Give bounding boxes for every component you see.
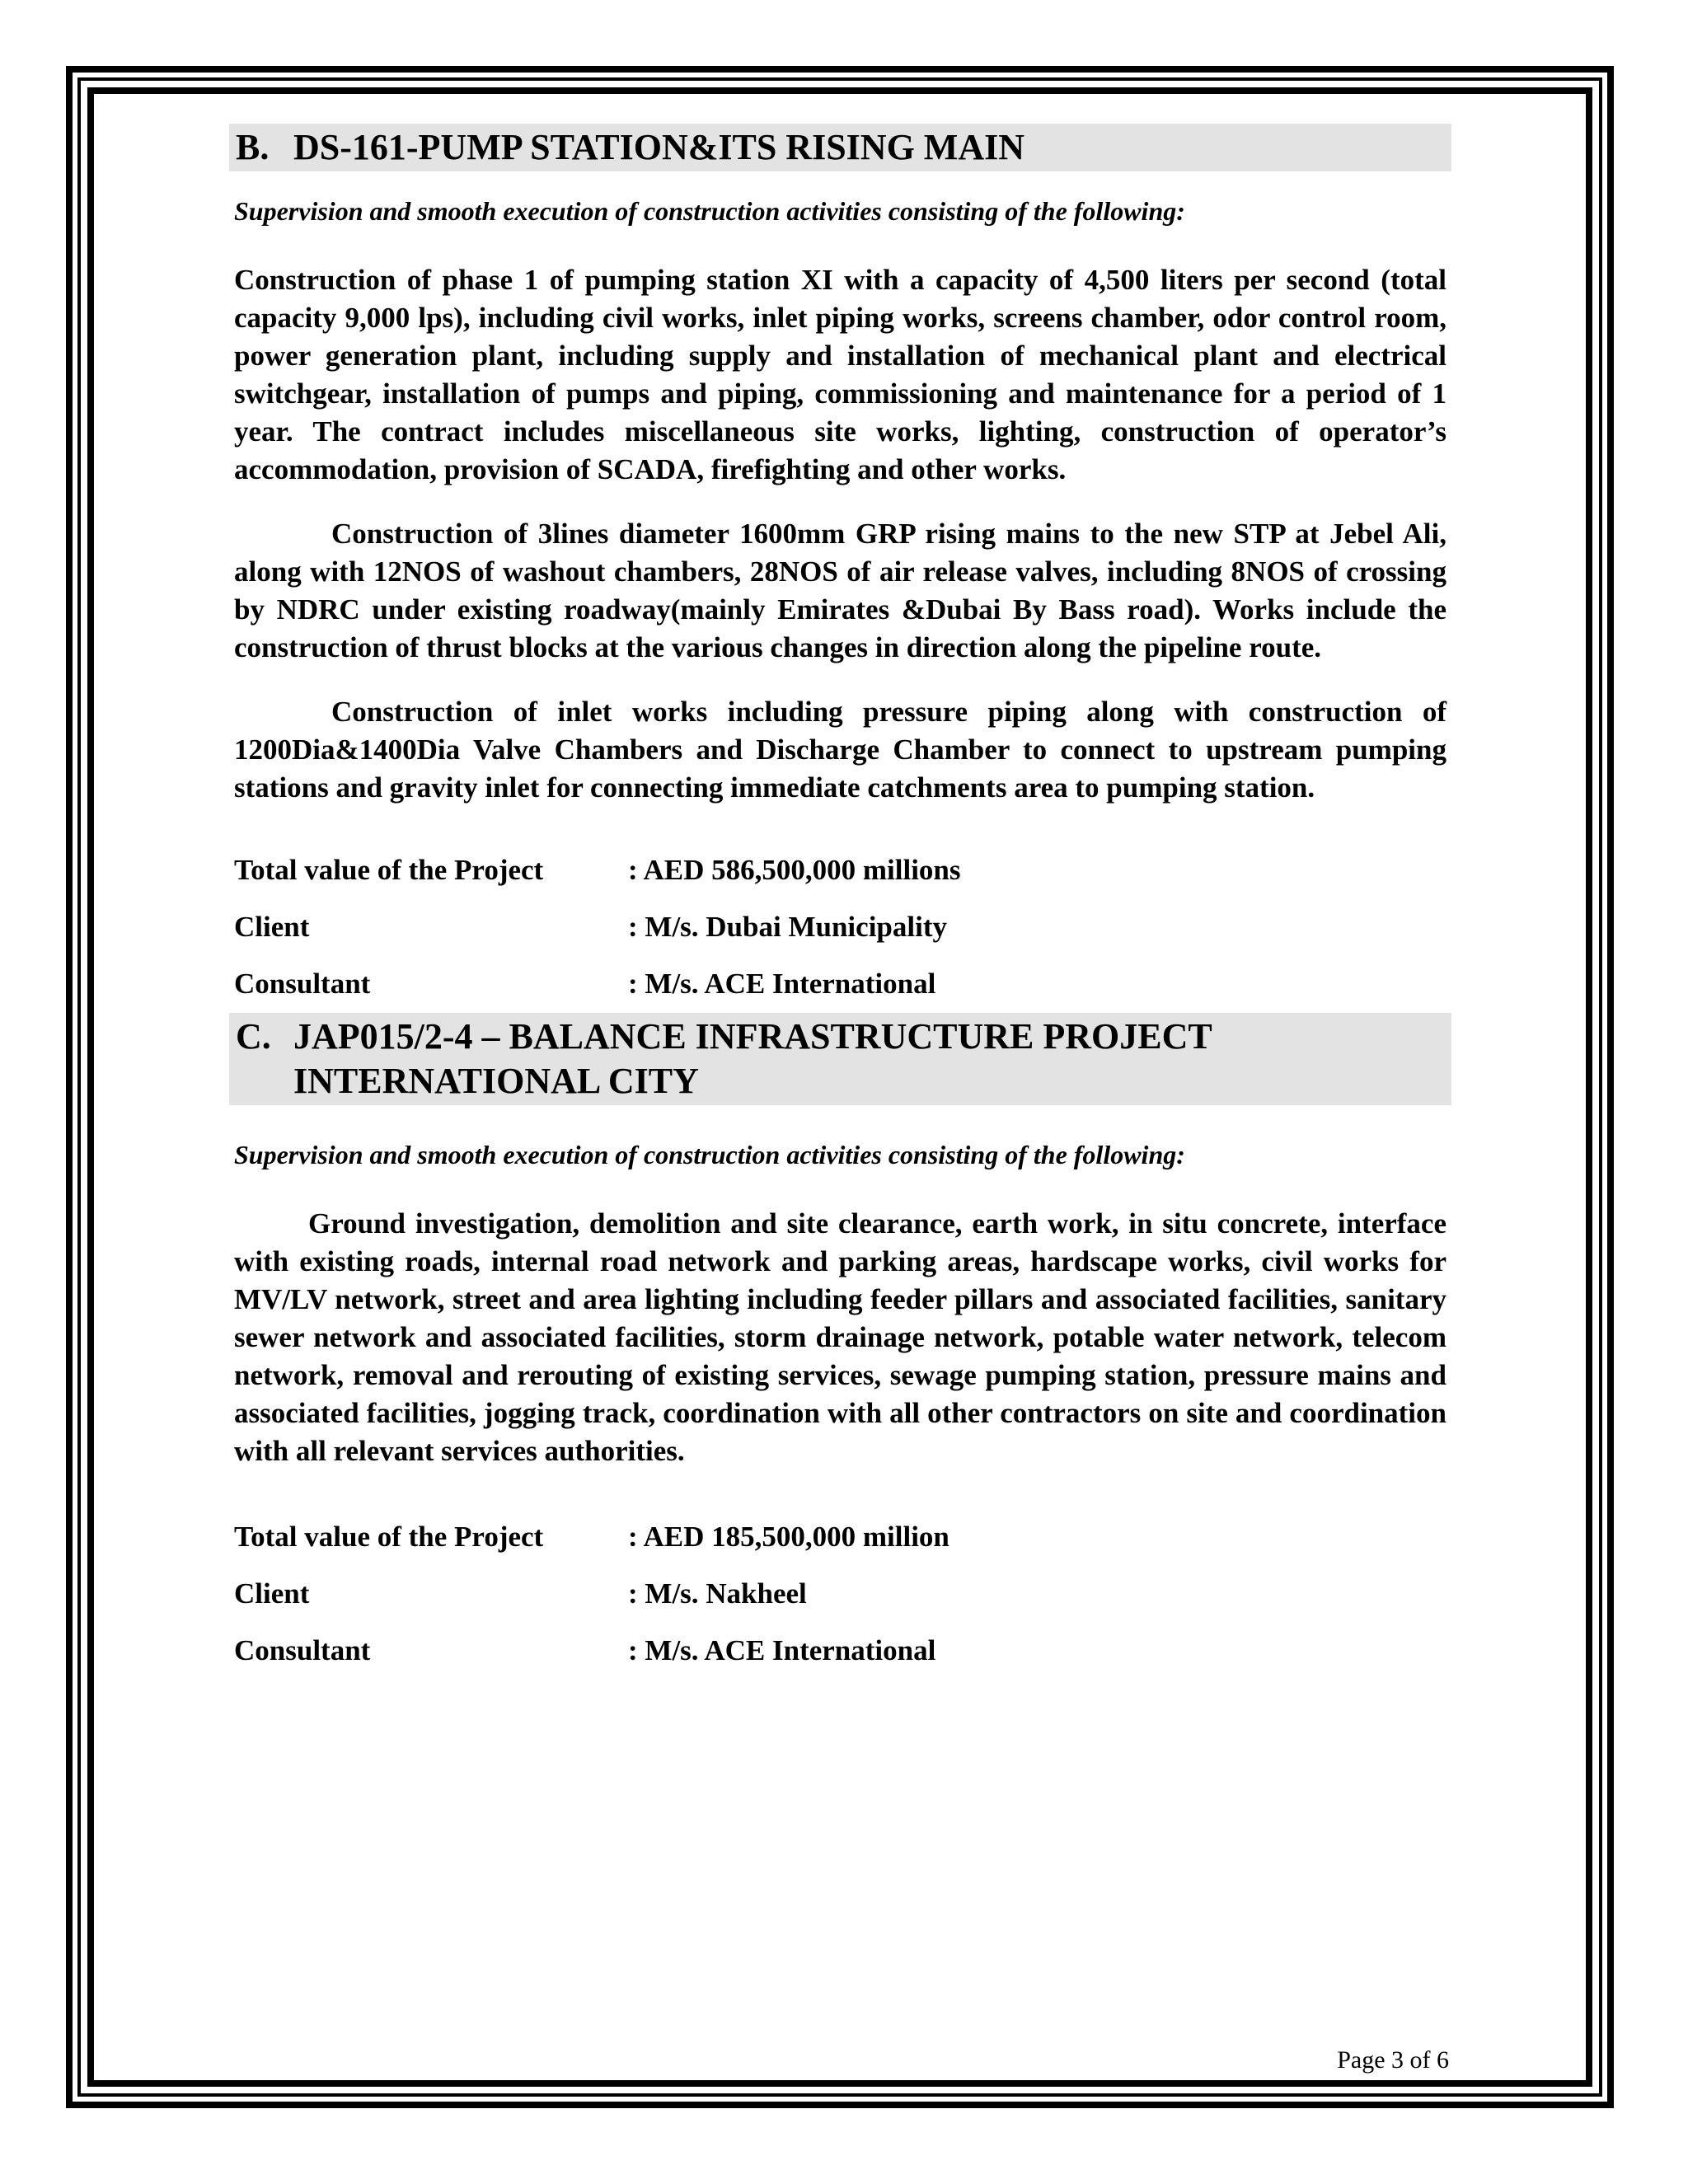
section-c-paragraph: Ground investigation, demolition and site clearance, earth work, in situ concrete, interface with existing roads, internal road network and parking areas, hardscape works, civil works for MV/LV network, street and area lighting including feeder pillars and associated facilities, sanitary sewer network and associated facilities, storm drainage network, potable water network, telecom network, removal and rerouting of existing services, sewage pumping station, pressure mains and associated facilities, jogging track, coordination with all other contractors on site and coordination with all relevant services authorities. xyxy=(234,1207,1447,1467)
section-c-letter: C. xyxy=(236,1016,271,1057)
detail-key: Client xyxy=(234,911,310,943)
section-b-heading xyxy=(229,124,1451,171)
section-c-heading xyxy=(229,1013,1451,1105)
detail-row-client xyxy=(234,908,1451,946)
detail-value: : M/s. ACE International xyxy=(628,1634,936,1666)
detail-row-total-value xyxy=(234,1518,1451,1556)
section-b-details xyxy=(229,851,1451,1003)
detail-key: Total value of the Project xyxy=(234,1521,544,1553)
detail-value: : M/s. Dubai Municipality xyxy=(628,911,947,943)
detail-row-client xyxy=(234,1575,1451,1613)
section-b-intro: Supervision and smooth execution of construction activities consisting of the following: xyxy=(234,196,1185,226)
section-c-intro: Supervision and smooth execution of construction activities consisting of the following: xyxy=(234,1140,1185,1169)
section-b-paragraph-3: Construction of inlet works including pressure piping along with construction of 1200Dia&1400Dia Valve Chambers and Discharge Chamber to connect to upstream pumping stations and gravity inlet for connecting immediate catchments area to pumping station. xyxy=(234,696,1447,804)
document-body xyxy=(229,124,1451,1689)
detail-row-consultant xyxy=(234,1632,1451,1670)
detail-value: : AED 586,500,000 millions xyxy=(628,854,961,886)
page-number: Page 3 of 6 xyxy=(1337,2046,1449,2074)
detail-key: Consultant xyxy=(234,1634,371,1666)
section-c-title-line-1: JAP015/2-4 – BALANCE INFRASTRUCTURE PROJECT xyxy=(293,1016,1212,1057)
detail-value: : M/s. ACE International xyxy=(628,968,936,1000)
section-c-title-line-2: INTERNATIONAL CITY xyxy=(293,1061,699,1101)
detail-row-consultant xyxy=(234,965,1451,1003)
section-c-details xyxy=(229,1518,1451,1670)
section-c-title xyxy=(293,1015,1431,1104)
section-b-paragraph-1: Construction of phase 1 of pumping station XI with a capacity of 4,500 liters per second (total capacity 9,000 lps), including civil works, inlet piping works, screens chamber, odor control room, power generation plant, including supply and installation of mechanical plant and electrical switchgear, installation of pumps and piping, commissioning and maintenance for a period of 1 year. The contract includes miscellaneous site works, lighting, construction of operator’s accommodation, provision of SCADA, firefighting and other works. xyxy=(234,264,1447,485)
detail-value: : M/s. Nakheel xyxy=(628,1577,807,1610)
section-b-title: DS-161-PUMP STATION&ITS RISING MAIN xyxy=(293,127,1025,167)
section-b-paragraph-2: Construction of 3lines diameter 1600mm GRP rising mains to the new STP at Jebel Ali, along with 12NOS of washout chambers, 28NOS of air release valves, including 8NOS of crossing by NDRC under existing roadway(mainly Emirates &Dubai By Bass road). Works include the construction of thrust blocks at the various changes in direction along the pipeline route. xyxy=(234,518,1447,663)
detail-key: Consultant xyxy=(234,968,371,1000)
detail-key: Total value of the Project xyxy=(234,854,544,886)
detail-row-total-value xyxy=(234,851,1451,889)
detail-value: : AED 185,500,000 million xyxy=(628,1521,950,1553)
section-b-letter: B. xyxy=(236,127,270,167)
detail-key: Client xyxy=(234,1577,310,1610)
